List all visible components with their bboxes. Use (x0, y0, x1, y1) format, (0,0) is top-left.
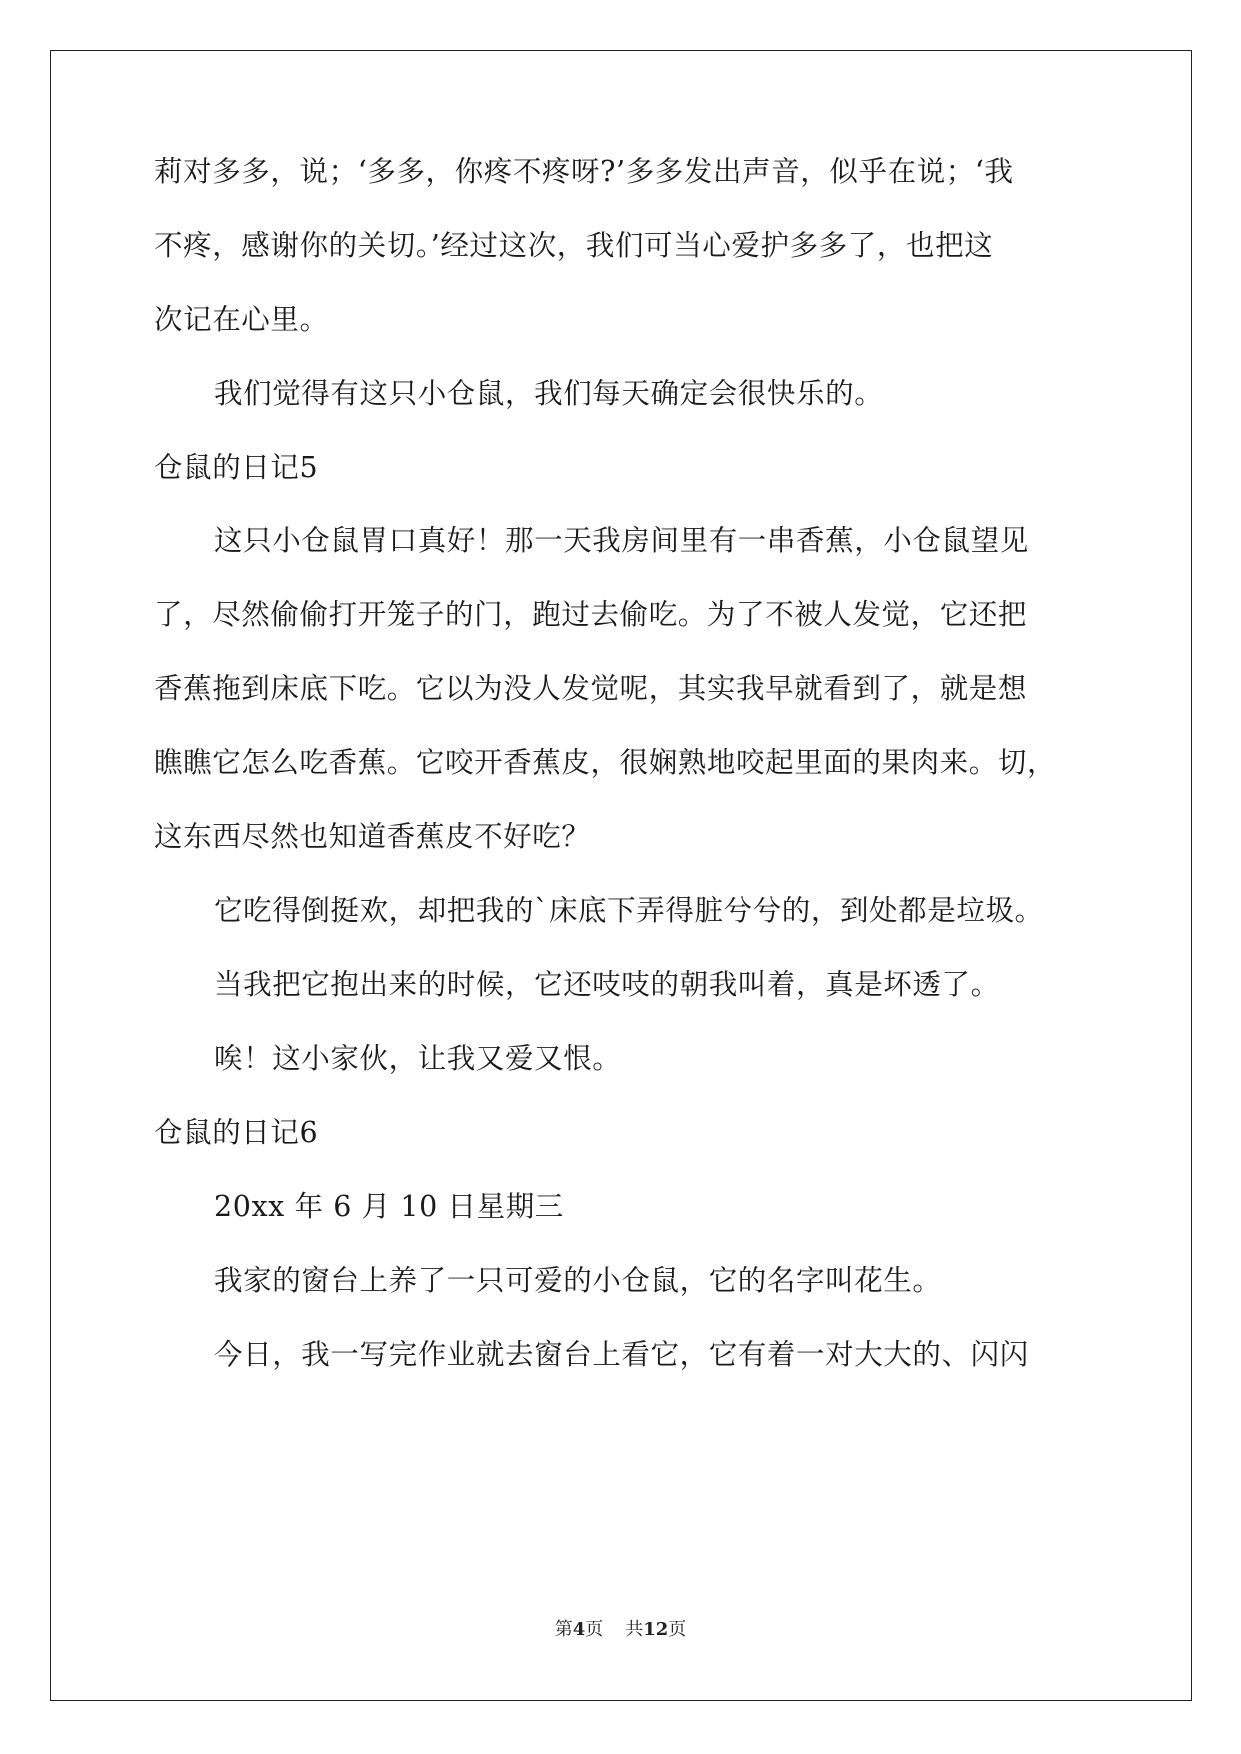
total-suffix: 页 (668, 1619, 687, 1640)
date-line: 20xx 年 6 月 10 日星期三 (214, 1190, 564, 1223)
total-prefix: 共 (625, 1619, 644, 1640)
paragraph-start-line: 我们觉得有这只小仓鼠，我们每天确定会很快乐的。 (214, 377, 884, 410)
page-suffix: 页 (585, 1619, 604, 1640)
body-text-line: 瞧瞧它怎么吃香蕉。它咬开香蕉皮，很娴熟地咬起里面的果肉来。切， (154, 746, 1057, 779)
paragraph-start-line: 我家的窗台上养了一只可爱的小仓鼠，它的名字叫花生。 (214, 1264, 942, 1297)
page-current: 4 (572, 1619, 586, 1640)
body-text-line: 香蕉拖到床底下吃。它以为没人发觉呢，其实我早就看到了，就是想 (154, 672, 1028, 705)
page-footer (0, 1615, 1241, 1641)
body-text-line: 次记在心里。 (154, 303, 329, 336)
body-text-line: 这东西尽然也知道香蕉皮不好吃？ (154, 820, 591, 853)
body-text-line: 了，尽然偷偷打开笼子的门，跑过去偷吃。为了不被人发觉，它还把 (154, 598, 1028, 631)
page-total: 12 (643, 1619, 669, 1640)
section-heading: 仓鼠的日记6 (154, 1116, 319, 1149)
paragraph-start-line: 当我把它抱出来的时候，它还吱吱的朝我叫着，真是坏透了。 (214, 968, 1000, 1001)
body-text-line: 莉对多多，说；‘多多，你疼不疼呀?’多多发出声音，似乎在说；‘我 (154, 155, 1014, 188)
paragraph-start-line: 它吃得倒挺欢，却把我的`床底下弄得脏兮兮的，到处都是垃圾。 (214, 894, 1044, 927)
section-heading: 仓鼠的日记5 (154, 451, 319, 484)
body-text-line: 不疼，感谢你的关切。’经过这次，我们可当心爱护多多了，也把这 (154, 229, 994, 262)
page-prefix: 第 (554, 1619, 573, 1640)
paragraph-start-line: 今日，我一写完作业就去窗台上看它，它有着一对大大的、闪闪 (214, 1338, 1029, 1371)
paragraph-start-line: 唉！这小家伙，让我又爱又恨。 (214, 1042, 622, 1075)
page-border (50, 50, 1192, 1701)
paragraph-start-line: 这只小仓鼠胃口真好！那一天我房间里有一串香蕉，小仓鼠望见 (214, 524, 1029, 557)
